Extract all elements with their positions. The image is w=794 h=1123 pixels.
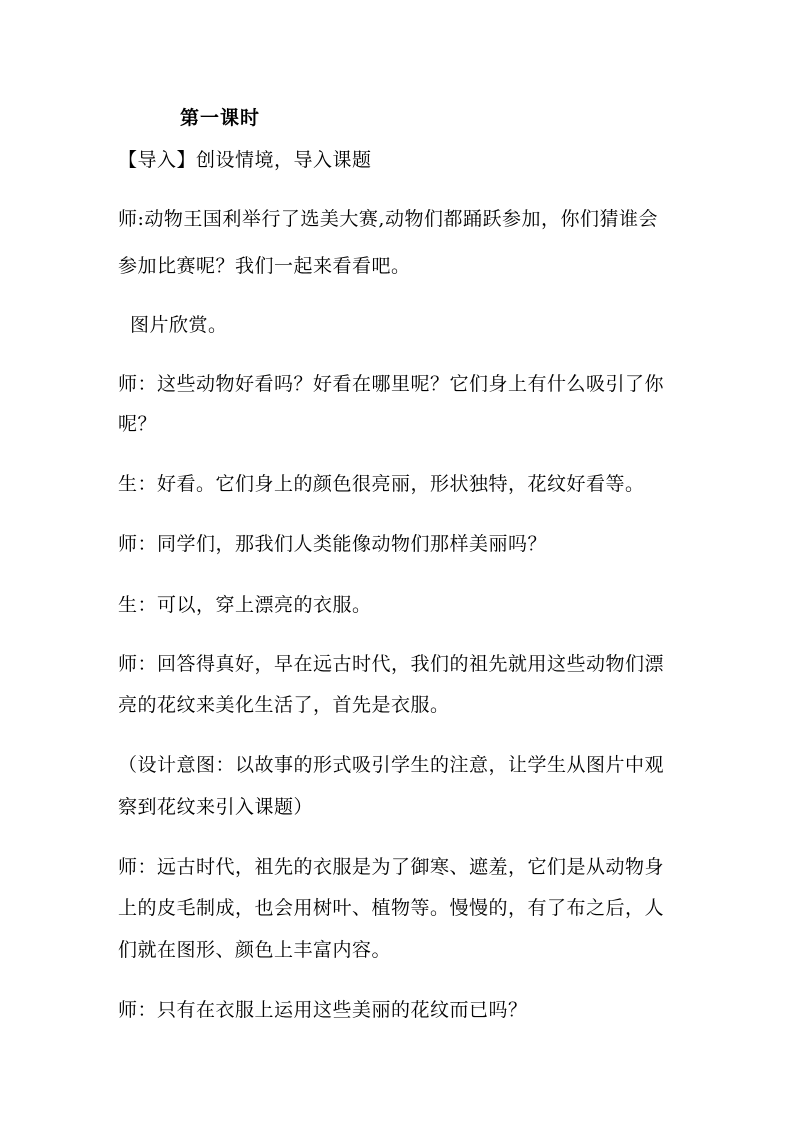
paragraph-line: 图片欣赏。 xyxy=(130,314,228,336)
design-intent-line: （设计意图：以故事的形式吸引学生的注意，让学生从图片中观 xyxy=(118,754,665,776)
paragraph-line: 参加比赛呢？我们一起来看看吧。 xyxy=(118,255,411,277)
section-heading: 【导入】创设情境，导入课题 xyxy=(118,149,372,171)
paragraph-line: 呢？ xyxy=(118,413,158,435)
paragraph-line: 师：回答得真好，早在远古时代，我们的祖先就用这些动物们漂 xyxy=(118,653,665,675)
paragraph-line: 们就在图形、颜色上丰富内容。 xyxy=(118,939,392,961)
paragraph-line: 师：只有在衣服上运用这些美丽的花纹而已吗？ xyxy=(118,999,528,1021)
paragraph-line: 师：远古时代，祖先的衣服是为了御寒、遮羞，它们是从动物身 xyxy=(118,856,665,878)
paragraph-line: 亮的花纹来美化生活了，首先是衣服。 xyxy=(118,694,450,716)
paragraph-line: 生：可以，穿上漂亮的衣服。 xyxy=(118,594,372,616)
paragraph-line: 上的皮毛制成，也会用树叶、植物等。慢慢的，有了布之后，人 xyxy=(118,897,665,919)
paragraph-line: 师：同学们，那我们人类能像动物们那样美丽吗？ xyxy=(118,533,548,555)
lesson-title: 第一课时 xyxy=(180,107,261,129)
design-intent-line: 察到花纹来引入课题） xyxy=(118,796,314,818)
paragraph-line: 师：这些动物好看吗？好看在哪里呢？它们身上有什么吸引了你 xyxy=(118,373,665,395)
paragraph-line: 师:动物王国利举行了选美大赛,动物们都踊跃参加，你们猜谁会 xyxy=(118,208,658,230)
paragraph-line: 生：好看。它们身上的颜色很亮丽，形状独特，花纹好看等。 xyxy=(118,473,645,495)
